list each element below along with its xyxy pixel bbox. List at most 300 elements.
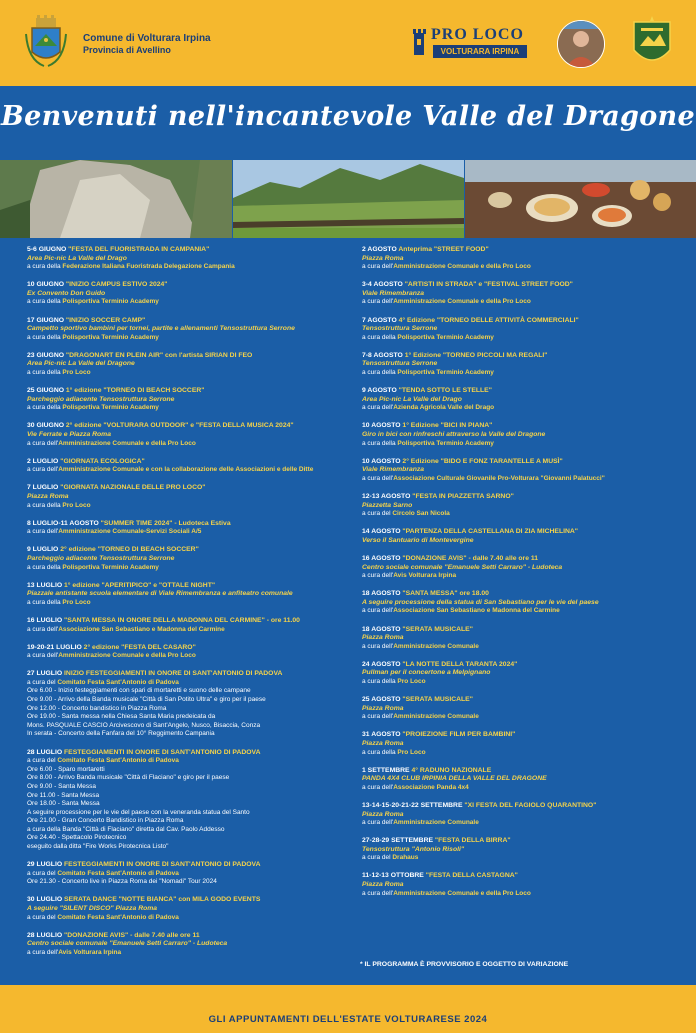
event-date: 18 AGOSTO [362, 625, 401, 633]
event-name: 2° edizione "FESTA DEL CASARO" [83, 643, 196, 651]
event-organizer [27, 466, 343, 475]
provisional-note: * IL PROGRAMMA È PROVVISORIO E OGGETTO DI VARIAZIONE [360, 961, 569, 968]
event-place: Tensostruttura Serrone [362, 325, 438, 333]
event-place: A seguire "SILENT DISCO" Piazza Roma [27, 905, 158, 913]
event-organizer-name: Amministrazione Comunale e della Pro Loco [58, 652, 196, 660]
event-date: 30 LUGLIO [27, 896, 63, 904]
event-item [27, 422, 343, 457]
event-item [362, 246, 672, 281]
event-organizer-name: Polisportiva Terminio Academy [62, 333, 159, 341]
event-place: PANDA 4X4 CLUB IRPINIA DELLA VALLE DEL DRAGONE [362, 775, 547, 783]
event-date: 7-8 AGOSTO [362, 351, 403, 359]
event-organizer [362, 819, 672, 828]
event-name: "FESTA IN PIAZZETTA SARNO" [412, 492, 514, 500]
event-organizer-name: Avis Volturara Irpina [58, 948, 122, 956]
event-schedule-line: Ore 6.00 - Inizio festeggiamenti con spari di mortaretti e suono delle campane [27, 687, 251, 695]
event-name: 1° edizione "APERITIPICO" e "OTTALE NIGHT" [64, 581, 216, 589]
event-organizer-name: Avis Volturara Irpina [393, 572, 457, 580]
event-date: 28 LUGLIO [27, 931, 63, 939]
proloco-logo [411, 26, 529, 60]
event-date: 2 AGOSTO [362, 246, 397, 253]
event-date: 8 LUGLIO-11 AGOSTO [27, 519, 99, 527]
event-organizer-prefix: a cura dell' [27, 528, 59, 536]
event-organizer-name: Polisportiva Terminio Academy [397, 333, 494, 341]
event-name: "SERATA MUSICALE" [402, 625, 473, 633]
event-title [27, 861, 343, 870]
event-place: Centro sociale comunale "Emanuele Setti Carraro" - Ludoteca [362, 563, 563, 571]
food-table-image [465, 160, 696, 238]
event-organizer-prefix: a cura del [27, 757, 58, 765]
event-title [27, 896, 343, 905]
event-organizer-prefix: a cura del [362, 510, 393, 518]
event-organizer-name: Pro Loco [397, 748, 426, 756]
event-item [27, 387, 343, 422]
event-organizer-name: Amministrazione Comunale [393, 713, 479, 721]
event-date: 13 LUGLIO [27, 581, 63, 589]
event-item [362, 281, 672, 316]
event-date: 18 AGOSTO [362, 590, 401, 598]
event-name: "PROIEZIONE FILM PER BAMBINI" [402, 731, 516, 739]
footer-bar [0, 985, 696, 1033]
event-organizer [362, 404, 672, 413]
event-name: SERATA DANCE "NOTTE BIANCA" con MILA GODO EVENTS [64, 896, 261, 904]
event-organizer-name: Polisportiva Terminio Academy [397, 369, 494, 377]
event-organizer [27, 914, 343, 923]
event-item [362, 696, 672, 731]
event-item [362, 731, 672, 766]
comune-name: Comune di Volturara Irpina [83, 33, 211, 44]
event-organizer [27, 652, 343, 661]
event-title [362, 837, 672, 846]
event-name: Anteprima "STREET FOOD" [398, 246, 489, 253]
event-name: 2° edizione "VOLTURARA OUTDOOR" e "FESTA DELLA MUSICA 2024" [65, 422, 294, 430]
event-organizer [362, 890, 672, 899]
event-organizer-prefix: a cura della [27, 598, 63, 606]
event-place: Area Pic-nic La Valle del Dragone [27, 360, 135, 368]
event-organizer-prefix: a cura dell' [27, 439, 59, 447]
right-events-column [362, 246, 672, 908]
person-photo-logo-icon [557, 20, 605, 68]
event-organizer-prefix: a cura del [27, 869, 58, 877]
event-organizer-name: Drahaus [392, 854, 419, 862]
event-schedule-line: eseguito dalla ditta "Fire Works Pirotecnica Listo" [27, 843, 169, 851]
event-date: 27-28-29 SETTEMBRE [362, 837, 434, 845]
photo-strip [0, 160, 696, 238]
event-date: 10 AGOSTO [362, 422, 401, 430]
event-name: "DONAZIONE AVIS" - dalle 7.40 alle ore 11 [64, 931, 200, 939]
event-item [27, 458, 343, 485]
event-date: 2 LUGLIO [27, 457, 59, 465]
event-organizer-prefix: a cura dell' [362, 819, 394, 827]
event-name: FESTEGGIAMENTI IN ONORE DI SANT'ANTONIO DI PADOVA [64, 861, 261, 869]
event-organizer-name: Amministrazione Comunale e della Pro Loco [393, 263, 531, 271]
event-organizer-prefix: a cura dell' [362, 783, 394, 791]
event-item [362, 767, 672, 802]
event-title [27, 317, 343, 326]
event-name: "FESTA DELLA CASTAGNA" [425, 872, 518, 880]
event-item [27, 670, 343, 748]
event-title [362, 590, 672, 599]
event-place: Piazza Roma [362, 634, 404, 642]
event-organizer [27, 502, 343, 511]
event-schedule-line: Ore 24.40 - Spettacolo Pirotecnico [27, 834, 127, 842]
event-date: 27 LUGLIO [27, 670, 63, 678]
event-place: Piazza Roma [362, 254, 404, 262]
event-item [27, 484, 343, 519]
event-place: Giro in bici con rinfreschi attraverso la Valle del Dragone [362, 431, 546, 438]
footer-title: GLI APPUNTAMENTI DELL'ESTATE VOLTURARESE 2024 [208, 1014, 488, 1025]
event-schedule-line: Ore 21.30 - Concerto live in Piazza Roma dei "Nomadi" Tour 2024 [27, 878, 217, 886]
event-name: "SUMMER TIME 2024" - Ludoteca Estiva [100, 519, 231, 527]
event-name: "FESTA DELLA BIRRA" [434, 837, 511, 845]
event-name: 4° Edizione "TORNEO DELLE ATTIVITÀ COMMERCIALI" [398, 316, 579, 324]
event-organizer-name: Associazione Panda 4x4 [393, 783, 469, 791]
event-schedule-line: Ore 9.00 - Santa Messa [27, 782, 97, 790]
event-item [362, 590, 672, 625]
event-item [27, 352, 343, 387]
event-title [362, 661, 672, 670]
event-organizer [362, 643, 672, 652]
event-organizer-prefix: a cura dell' [362, 404, 394, 412]
event-name: 2° Edizione "BIDO E FONZ TARANTELLE A MUSÌ" [402, 457, 563, 465]
rock-cliff-image [0, 160, 232, 238]
event-organizer-name: Amministrazione Comunale [393, 642, 479, 650]
event-title [362, 458, 672, 467]
event-place: Pullman per il concertone a Melpignano [362, 669, 491, 677]
event-organizer [27, 626, 343, 635]
event-place: Centro sociale comunale "Emanuele Setti Carraro" - Ludoteca [27, 940, 228, 948]
event-organizer [362, 510, 672, 519]
event-organizer-prefix: a cura della [362, 369, 398, 377]
event-item [362, 837, 672, 872]
event-place: Area Pic-nic La Valle del Drago [362, 395, 462, 403]
event-item [27, 281, 343, 316]
event-item [362, 458, 672, 493]
event-organizer-prefix: a cura dell' [27, 652, 59, 660]
event-item [27, 861, 343, 896]
event-date: 7 AGOSTO [362, 316, 397, 324]
event-date: 28 LUGLIO [27, 748, 63, 756]
event-organizer-name: Associazione Culturale Giovanile Pro-Volturara "Giovanni Palatucci" [393, 474, 605, 482]
event-item [27, 520, 343, 547]
event-title [27, 617, 343, 626]
event-organizer [362, 263, 672, 272]
event-organizer-prefix: a cura della [362, 439, 398, 447]
event-item [362, 317, 672, 352]
event-schedule-line: Ore 19.00 - Santa messa nella Chiesa Santa Maria predeicata da [27, 713, 216, 721]
page-title: Benvenuti nell'incantevole Valle del Dragone [1, 101, 695, 132]
event-date: 1 SETTEMBRE [362, 766, 410, 774]
event-date: 17 GIUGNO [27, 316, 65, 324]
event-title [27, 458, 343, 467]
event-organizer [362, 607, 672, 616]
event-title [27, 546, 343, 555]
event-title [27, 484, 343, 493]
event-title [362, 872, 672, 881]
event-name: FESTEGGIAMENTI IN ONORE DI SANT'ANTONIO DI PADOVA [64, 748, 261, 756]
event-title [362, 767, 672, 776]
event-organizer-name: Associazione San Sebastiano e Madonna del Carmine [58, 625, 225, 633]
event-organizer [362, 475, 672, 484]
event-organizer-name: Polisportiva Terminio Academy [62, 404, 159, 412]
event-title [27, 281, 343, 290]
event-organizer-prefix: a cura dell' [27, 948, 59, 956]
event-organizer-prefix: a cura della [27, 404, 63, 412]
event-place: Parcheggio adiacente Tensostruttura Serrone [27, 395, 175, 403]
event-schedule-line: Ore 12.00 - Concerto bandistico in Piazza Roma [27, 704, 167, 712]
event-organizer-name: Pro Loco [62, 598, 91, 606]
event-schedule-line: Ore 8.00 - Arrivo Banda musicale "Città di Flaciano" e giro per il paese [27, 774, 230, 782]
event-date: 10 GIUGNO [27, 281, 65, 289]
event-place: Piazza Roma [362, 881, 404, 889]
provincia-name: Provincia di Avellino [83, 45, 171, 55]
event-organizer-prefix: a cura dell' [27, 625, 59, 633]
event-place: Viale Rimembranza [362, 466, 425, 474]
event-organizer-prefix: a cura dell' [362, 889, 394, 897]
event-organizer-prefix: a cura della [27, 298, 63, 306]
event-date: 25 GIUGNO [27, 387, 65, 395]
event-organizer-prefix: a cura della [362, 677, 398, 685]
shield-logo-icon [632, 16, 672, 72]
event-name: "GIORNATA NAZIONALE DELLE PRO LOCO" [60, 484, 206, 492]
event-organizer [27, 528, 343, 537]
event-organizer-prefix: a cura della [362, 748, 398, 756]
left-events-column [27, 246, 343, 967]
event-organizer [27, 679, 343, 688]
proloco-tower-icon [411, 27, 427, 57]
event-date: 9 LUGLIO [27, 546, 59, 554]
event-title [27, 670, 343, 679]
event-organizer [27, 599, 343, 608]
event-place: Piazza Roma [362, 704, 404, 712]
event-schedule-line: A seguire processione per le vie del paese con la veneranda statua del Santo [27, 808, 250, 816]
event-title [362, 317, 672, 326]
event-title [362, 246, 672, 255]
event-place: Ex Convento Don Guido [27, 289, 106, 297]
event-organizer [362, 854, 672, 863]
event-title [362, 493, 672, 502]
event-name: 1° Edizione "TORNEO PICCOLI MA REGALI" [404, 351, 548, 359]
event-organizer-prefix: a cura della [27, 563, 63, 571]
event-place: Vie Ferrate e Piazza Roma [27, 431, 111, 438]
event-organizer-name: Polisportiva Terminio Academy [62, 563, 159, 571]
event-name: 1° edizione "TORNEO DI BEACH SOCCER" [65, 387, 205, 395]
event-date: 23 GIUGNO [27, 351, 65, 359]
event-organizer-prefix: a cura dell' [362, 572, 394, 580]
event-place: Piazza Roma [362, 739, 404, 747]
event-item [362, 626, 672, 661]
event-place: Piazzale antistante scuola elementare di Viale Rimembranza e anfiteatro comunale [27, 590, 293, 598]
event-organizer [362, 572, 672, 581]
event-organizer-prefix: a cura del [27, 678, 58, 686]
event-title [362, 281, 672, 290]
event-organizer-prefix: a cura del [362, 854, 393, 862]
event-title [27, 749, 343, 758]
event-item [362, 528, 672, 555]
event-date: 24 AGOSTO [362, 660, 401, 668]
event-organizer [27, 369, 343, 378]
event-name: 1° Edizione "BICI IN PIANA" [402, 422, 493, 430]
event-organizer [362, 369, 672, 378]
event-date: 11-12-13 OTTOBRE [362, 872, 424, 880]
event-title [362, 352, 672, 361]
event-organizer [362, 784, 672, 793]
event-title [362, 802, 672, 811]
event-name: "SANTA MESSA" ore 18.00 [402, 590, 489, 598]
event-title [27, 352, 343, 361]
event-name: "LA NOTTE DELLA TARANTA 2024" [402, 660, 518, 668]
event-item [27, 932, 343, 967]
event-organizer-prefix: a cura della [27, 369, 63, 377]
event-organizer [27, 440, 343, 449]
comune-crest-icon [24, 14, 68, 70]
event-item [362, 352, 672, 387]
event-item [362, 802, 672, 837]
event-schedule-line: Ore 21.00 - Gran Concerto Bandistico in Piazza Roma [27, 817, 184, 825]
event-organizer-prefix: a cura della [27, 333, 63, 341]
event-date: 25 AGOSTO [362, 696, 401, 704]
event-item [27, 317, 343, 352]
event-place: Tensostruttura "Antonio Risoli" [362, 845, 465, 853]
event-place: Parcheggio adiacente Tensostruttura Serrone [27, 554, 175, 562]
event-item [362, 422, 672, 457]
event-organizer-name: Amministrazione Comunale [393, 819, 479, 827]
event-title [27, 932, 343, 941]
event-date: 3-4 AGOSTO [362, 281, 403, 289]
event-organizer-prefix: a cura della [362, 333, 398, 341]
event-title [27, 387, 343, 396]
event-name: "DONAZIONE AVIS" - dalle 7.40 alle ore 11 [402, 554, 539, 562]
event-organizer-prefix: a cura della [27, 263, 63, 271]
event-date: 13-14-15-20-21-22 SETTEMBRE [362, 801, 463, 809]
event-organizer-name: Amministrazione Comunale e della Pro Loco [393, 298, 531, 306]
event-organizer-name: Amministrazione Comunale-Servizi Sociali A/5 [58, 528, 202, 536]
event-item [362, 387, 672, 422]
event-organizer-name: Azienda Agricola Valle del Drago [393, 404, 495, 412]
event-title [362, 555, 672, 564]
event-name: "SERATA MUSICALE" [402, 696, 473, 704]
event-organizer-name: Pro Loco [397, 677, 426, 685]
event-date: 16 AGOSTO [362, 554, 401, 562]
event-date: 7 LUGLIO [27, 484, 59, 492]
event-place: Piazzetta Sarno [362, 501, 413, 509]
event-organizer [362, 749, 672, 758]
event-organizer-prefix: a cura dell' [362, 298, 394, 306]
event-place: Viale Rimembranza [362, 289, 425, 297]
event-schedule-line: Ore 18.00 - Santa Messa [27, 800, 100, 808]
event-name: "PARTENZA DELLA CASTELLANA DI ZIA MICHELINA" [402, 528, 579, 536]
event-organizer-name: Pro Loco [62, 369, 91, 377]
event-schedule-line: Ore 11.00 - Santa Messa [27, 791, 100, 799]
event-name: "DRAGONART EN PLEIN AIR" con l'artista SIRIAN DI FEO [65, 351, 253, 359]
event-organizer-name: Associazione San Sebastiano e Madonna del Carmine [393, 607, 560, 615]
event-item [362, 872, 672, 907]
event-name: 2° edizione "TORNEO DI BEACH SOCCER" [60, 546, 199, 554]
event-date: 14 AGOSTO [362, 528, 401, 536]
event-organizer [27, 263, 343, 272]
event-schedule-line: Mons. PASQUALE CASCIO Arcivescovo di Sant'Angelo, Nusco, Bisaccia, Conza [27, 721, 261, 729]
event-organizer-name: Comitato Festa Sant'Antonio di Padova [57, 678, 179, 686]
event-organizer-prefix: a cura dell' [362, 263, 394, 271]
event-organizer [27, 334, 343, 343]
event-title [27, 246, 343, 255]
event-organizer-prefix: a cura dell' [362, 607, 394, 615]
event-date: 30 GIUGNO [27, 422, 65, 430]
event-date: 12-13 AGOSTO [362, 492, 411, 500]
event-schedule-line: a cura della Banda "Città di Flaciano" diretta dal Cav. Paolo Addesso [27, 825, 225, 833]
event-place: Piazza Roma [362, 810, 404, 818]
event-organizer-name: Amministrazione Comunale e con la collaborazione delle Associazioni e delle Ditte [58, 466, 314, 474]
event-date: 31 AGOSTO [362, 731, 401, 739]
event-organizer-name: Comitato Festa Sant'Antonio di Padova [57, 869, 179, 877]
mountain-valley-image [233, 160, 464, 238]
event-date: 10 AGOSTO [362, 457, 401, 465]
event-organizer [27, 404, 343, 413]
event-organizer [27, 949, 343, 958]
event-item [27, 617, 343, 644]
event-organizer [27, 757, 343, 766]
event-name: "XI FESTA DEL FAGIOLO QUARANTINO" [464, 801, 597, 809]
proloco-name: PRO LOCO [431, 26, 524, 43]
event-item [27, 749, 343, 862]
event-organizer [362, 298, 672, 307]
event-name: "INIZIO CAMPUS ESTIVO 2024" [65, 281, 168, 289]
event-date: 9 AGOSTO [362, 387, 397, 395]
event-schedule-line: Ore 9.00 - Arrivo della Banda musicale "Città di San Potito Ultra" e giro per il paese [27, 696, 266, 704]
event-name: "GIORNATA ECOLOGICA" [60, 457, 145, 465]
event-organizer-prefix: a cura dell' [27, 466, 59, 474]
event-title [27, 582, 343, 591]
event-organizer-name: Amministrazione Comunale e della Pro Loco [58, 439, 196, 447]
event-title [27, 422, 343, 431]
event-organizer [362, 440, 672, 449]
event-organizer-prefix: a cura dell' [362, 474, 394, 482]
event-item [27, 546, 343, 581]
event-place: Tensostruttura Serrone [362, 360, 438, 368]
event-organizer [362, 713, 672, 722]
header-bar [0, 0, 696, 86]
event-organizer [362, 678, 672, 687]
event-item [27, 896, 343, 931]
event-title [362, 422, 672, 431]
event-item [362, 493, 672, 528]
event-item [27, 582, 343, 617]
event-place: Piazza Roma [27, 492, 69, 500]
event-item [362, 661, 672, 696]
event-title [362, 528, 672, 537]
event-name: "ARTISTI IN STRADA" e "FESTIVAL STREET FOOD" [404, 281, 573, 289]
event-organizer-prefix: a cura del [27, 913, 58, 921]
event-date: 29 LUGLIO [27, 861, 63, 869]
event-organizer-name: Federazione Italiana Fuoristrada Delegazione Campania [62, 263, 235, 271]
proloco-subtitle: VOLTURARA IRPINA [433, 45, 527, 58]
event-organizer-name: Polisportiva Terminio Academy [397, 439, 494, 447]
event-name: "SANTA MESSA IN ONORE DELLA MADONNA DEL CARMINE" - ore 11.00 [64, 616, 300, 624]
event-place: Area Pic-nic La Valle del Drago [27, 254, 127, 262]
event-organizer-name: Comitato Festa Sant'Antonio di Padova [57, 913, 179, 921]
event-item [362, 555, 672, 590]
event-date: 5-6 GIUGNO [27, 246, 67, 253]
event-organizer-prefix: a cura dell' [362, 642, 394, 650]
event-organizer-name: Pro Loco [62, 501, 91, 509]
event-organizer [27, 564, 343, 573]
event-place: Campetto sportivo bambini per tornei, partite e allenamenti Tensostruttura Serrone [27, 325, 295, 333]
event-organizer-name: Amministrazione Comunale e della Pro Loco [393, 889, 531, 897]
event-date: 19-20-21 LUGLIO [27, 643, 82, 651]
event-organizer-name: Circolo San Nicola [392, 510, 450, 518]
event-item [27, 246, 343, 281]
event-organizer [362, 334, 672, 343]
